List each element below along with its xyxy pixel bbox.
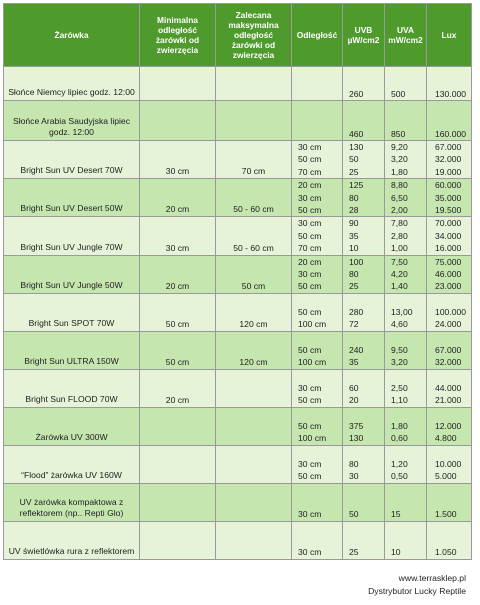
cell-distance [292,141,343,179]
cell-uvb-value: 280 [349,306,364,317]
cell-uvb-value: 100 [349,256,364,267]
cell-lux-value: 160.000 [435,128,467,139]
cell-uvb-value: 130 [349,142,364,152]
cell-lux-value: 16.000 [435,243,462,254]
cell-lux-value: 67.000 [435,142,462,152]
cell-uvb [343,141,385,179]
cell-uvb-value: 125 [349,180,364,191]
cell-uvb [343,521,385,559]
cell-uvb-value: 10 [349,243,359,254]
cell-distance [292,179,343,217]
cell-min-distance: 50 cm [140,293,216,331]
cell-uva-value: 3,20 [391,357,408,368]
cell-uvb [343,369,385,407]
cell-bulb-name: UV żarówka kompaktowa z reflektorem (np.. Repti Glo) [4,483,140,521]
cell-uvb [343,179,385,217]
cell-uvb-value: 375 [349,420,364,431]
cell-uva [385,369,427,407]
cell-distance-value: 20 cm [298,180,322,191]
table-row [4,483,472,521]
table-row [4,369,472,407]
cell-lux [427,67,472,101]
cell-uvb-value: 80 [349,192,359,203]
cell-lux [427,255,472,293]
cell-uva [385,101,427,141]
cell-uva-value: 7,50 [391,256,408,267]
cell-max-distance [216,521,292,559]
cell-lux-value: 70.000 [435,218,462,229]
cell-lux-value: 75.000 [435,256,462,267]
cell-uva-value: 850 [391,128,406,139]
cell-uva-value: 10 [391,547,401,558]
footer-distributor: Dystrybutor Lucky Reptile [368,586,466,596]
cell-uvb [343,293,385,331]
cell-min-distance [140,483,216,521]
cell-uva-value: 0,50 [391,471,408,482]
cell-lux [427,331,472,369]
cell-min-distance: 30 cm [140,217,216,255]
cell-min-distance [140,407,216,445]
header-min-distance: Minimalna odległość żarówki od zwierzęcia [140,4,216,67]
cell-uva-value: 3,20 [391,154,408,165]
cell-lux-value: 32.000 [435,357,462,368]
cell-lux-value: 34.000 [435,230,462,241]
cell-lux-value: 130.000 [435,88,467,99]
cell-uvb-value: 80 [349,268,359,279]
cell-bulb-name: Słońce Niemcy lipiec godz. 12:00 [4,67,140,101]
cell-distance-value: 70 cm [298,243,322,254]
cell-lux-value: 44.000 [435,382,462,393]
cell-max-distance [216,67,292,101]
cell-distance-value: 20 cm [298,256,322,267]
header-uvb: UVB µW/cm2 [343,4,385,67]
cell-bulb-name: Bright Sun UV Desert 50W [4,179,140,217]
cell-uvb-value: 35 [349,230,359,241]
cell-bulb-name: “Flood” żarówka UV 160W [4,445,140,483]
cell-max-distance: 50 cm [216,255,292,293]
cell-lux-value: 10.000 [435,458,462,469]
cell-bulb-name: Bright Sun SPOT 70W [4,293,140,331]
cell-lux-value: 21.000 [435,395,462,406]
cell-uva-value: 1,80 [391,420,408,431]
cell-uvb [343,101,385,141]
cell-distance-value: 30 cm [298,142,322,152]
cell-uvb-value: 25 [349,547,359,558]
cell-uva [385,217,427,255]
cell-min-distance: 20 cm [140,255,216,293]
cell-uva [385,407,427,445]
table-row [4,217,472,255]
cell-uva-value: 1,10 [391,395,408,406]
cell-lux-value: 19.000 [435,166,462,177]
table-row [4,179,472,217]
cell-lux-value: 5.000 [435,471,457,482]
cell-distance [292,483,343,521]
cell-min-distance [140,67,216,101]
cell-lux-value: 4.800 [435,433,457,444]
cell-max-distance: 120 cm [216,293,292,331]
header-lux: Lux [427,4,472,67]
cell-lux [427,217,472,255]
table-row [4,67,472,101]
cell-distance-value: 100 cm [298,433,327,444]
cell-lux-value: 46.000 [435,268,462,279]
cell-lux-value: 23.000 [435,281,462,292]
cell-bulb-name: Bright Sun UV Desert 70W [4,141,140,179]
cell-distance-value: 50 cm [298,306,322,317]
cell-distance-value: 100 cm [298,319,327,330]
cell-lux-value: 12.000 [435,420,462,431]
cell-distance-value: 30 cm [298,218,322,229]
cell-uva-value: 1,00 [391,243,408,254]
cell-lux-value: 1.500 [435,509,457,520]
cell-uva-value: 1,40 [391,281,408,292]
cell-uva-value: 13,00 [391,306,413,317]
cell-min-distance [140,521,216,559]
cell-uvb [343,331,385,369]
cell-distance-value: 50 cm [298,204,322,215]
cell-uva-value: 500 [391,88,406,99]
cell-distance-value: 50 cm [298,154,322,165]
cell-min-distance: 30 cm [140,141,216,179]
uv-bulb-comparison-table [3,3,472,560]
cell-max-distance [216,445,292,483]
cell-uvb-value: 80 [349,458,359,469]
cell-uvb-value: 72 [349,319,359,330]
cell-distance-value: 30 cm [298,382,322,393]
cell-uvb [343,255,385,293]
cell-distance [292,67,343,101]
cell-uva [385,255,427,293]
cell-uvb-value: 30 [349,471,359,482]
cell-lux [427,445,472,483]
cell-max-distance [216,483,292,521]
cell-uva-value: 9,20 [391,142,408,152]
table-row [4,521,472,559]
cell-lux-value: 67.000 [435,344,462,355]
cell-max-distance [216,369,292,407]
cell-distance-value: 50 cm [298,420,322,431]
cell-lux-value: 19.500 [435,204,462,215]
cell-lux [427,179,472,217]
cell-distance [292,217,343,255]
cell-uvb [343,445,385,483]
cell-bulb-name: Bright Sun ULTRA 150W [4,331,140,369]
cell-lux-value: 1.050 [435,547,457,558]
cell-uva [385,67,427,101]
cell-distance-value: 50 cm [298,471,322,482]
header-row [4,4,472,67]
cell-uva [385,179,427,217]
cell-distance-value: 30 cm [298,192,322,203]
cell-uvb-value: 20 [349,395,359,406]
cell-bulb-name: Bright Sun UV Jungle 50W [4,255,140,293]
cell-distance-value: 100 cm [298,357,327,368]
cell-lux [427,101,472,141]
cell-lux [427,483,472,521]
cell-lux-value: 100.000 [435,306,467,317]
cell-max-distance: 70 cm [216,141,292,179]
cell-uva-value: 15 [391,509,401,520]
cell-max-distance: 50 - 60 cm [216,179,292,217]
cell-uva-value: 9,50 [391,344,408,355]
table-row [4,293,472,331]
cell-distance-value: 50 cm [298,395,322,406]
cell-uvb-value: 60 [349,382,359,393]
table-row [4,331,472,369]
cell-uva-value: 2,00 [391,204,408,215]
cell-bulb-name: UV świetlówka rura z reflektorem [4,521,140,559]
cell-uva [385,445,427,483]
cell-uvb [343,67,385,101]
cell-distance-value [292,88,342,100]
cell-max-distance [216,101,292,141]
table-row [4,141,472,179]
cell-uva-value: 0,60 [391,433,408,444]
cell-uva-value: 2,80 [391,230,408,241]
cell-min-distance: 20 cm [140,369,216,407]
cell-uvb-value: 260 [349,88,364,99]
table-row [4,255,472,293]
cell-distance-value: 70 cm [298,166,322,177]
cell-uva-value: 7,80 [391,218,408,229]
cell-distance [292,255,343,293]
cell-uva [385,483,427,521]
cell-max-distance: 50 - 60 cm [216,217,292,255]
cell-bulb-name: Bright Sun FLOOD 70W [4,369,140,407]
cell-uva-value: 2,50 [391,382,408,393]
table-row [4,407,472,445]
cell-uvb [343,407,385,445]
cell-uva [385,331,427,369]
cell-bulb-name: Żarówka UV 300W [4,407,140,445]
header-bulb: Żarówka [4,4,140,67]
cell-distance [292,101,343,141]
cell-min-distance: 20 cm [140,179,216,217]
cell-distance-value: 30 cm [298,509,322,520]
cell-uvb-value: 50 [349,154,359,165]
footer [368,572,466,598]
cell-uvb-value: 460 [349,128,364,139]
cell-uvb [343,483,385,521]
cell-max-distance [216,407,292,445]
table-row [4,445,472,483]
cell-distance-value: 50 cm [298,230,322,241]
cell-distance [292,521,343,559]
cell-uva-value: 1,80 [391,166,408,177]
cell-uva-value: 8,80 [391,180,408,191]
cell-lux [427,141,472,179]
footer-site: www.terrasklep.pl [398,573,466,583]
cell-uvb-value: 50 [349,509,359,520]
header-distance: Odległość [292,4,343,67]
cell-uvb-value: 28 [349,204,359,215]
cell-uva [385,293,427,331]
cell-lux [427,293,472,331]
cell-uva [385,521,427,559]
header-uva: UVA mW/cm2 [385,4,427,67]
cell-distance [292,293,343,331]
cell-uvb-value: 25 [349,166,359,177]
cell-distance [292,407,343,445]
cell-lux-value: 32.000 [435,154,462,165]
header-max-distance: Zalecana maksymalna odległość żarówki od zwierzęcia [216,4,292,67]
cell-uva-value: 4,20 [391,268,408,279]
cell-uvb-value: 90 [349,218,359,229]
cell-uva-value: 6,50 [391,192,408,203]
cell-min-distance [140,445,216,483]
cell-uva-value: 1,20 [391,458,408,469]
cell-distance-value: 50 cm [298,281,322,292]
cell-uvb-value: 25 [349,281,359,292]
cell-lux-value: 35.000 [435,192,462,203]
cell-min-distance: 50 cm [140,331,216,369]
cell-lux-value: 24.000 [435,319,462,330]
cell-lux-value: 60.000 [435,180,462,191]
cell-distance-value: 50 cm [298,344,322,355]
cell-distance-value: 30 cm [298,547,322,558]
table-row [4,101,472,141]
cell-uvb [343,217,385,255]
cell-distance-value: 30 cm [298,268,322,279]
cell-bulb-name: Bright Sun UV Jungle 70W [4,217,140,255]
cell-distance-value: 30 cm [298,458,322,469]
cell-lux [427,521,472,559]
cell-bulb-name: Słońce Arabia Saudyjska lipiec godz. 12:00 [4,101,140,141]
cell-uvb-value: 130 [349,433,364,444]
cell-uva [385,141,427,179]
cell-distance [292,445,343,483]
cell-min-distance [140,101,216,141]
cell-uvb-value: 35 [349,357,359,368]
cell-max-distance: 120 cm [216,331,292,369]
cell-distance [292,369,343,407]
cell-distance-value [292,128,342,140]
cell-lux [427,407,472,445]
cell-lux [427,369,472,407]
cell-distance [292,331,343,369]
cell-uva-value: 4,60 [391,319,408,330]
cell-uvb-value: 240 [349,344,364,355]
